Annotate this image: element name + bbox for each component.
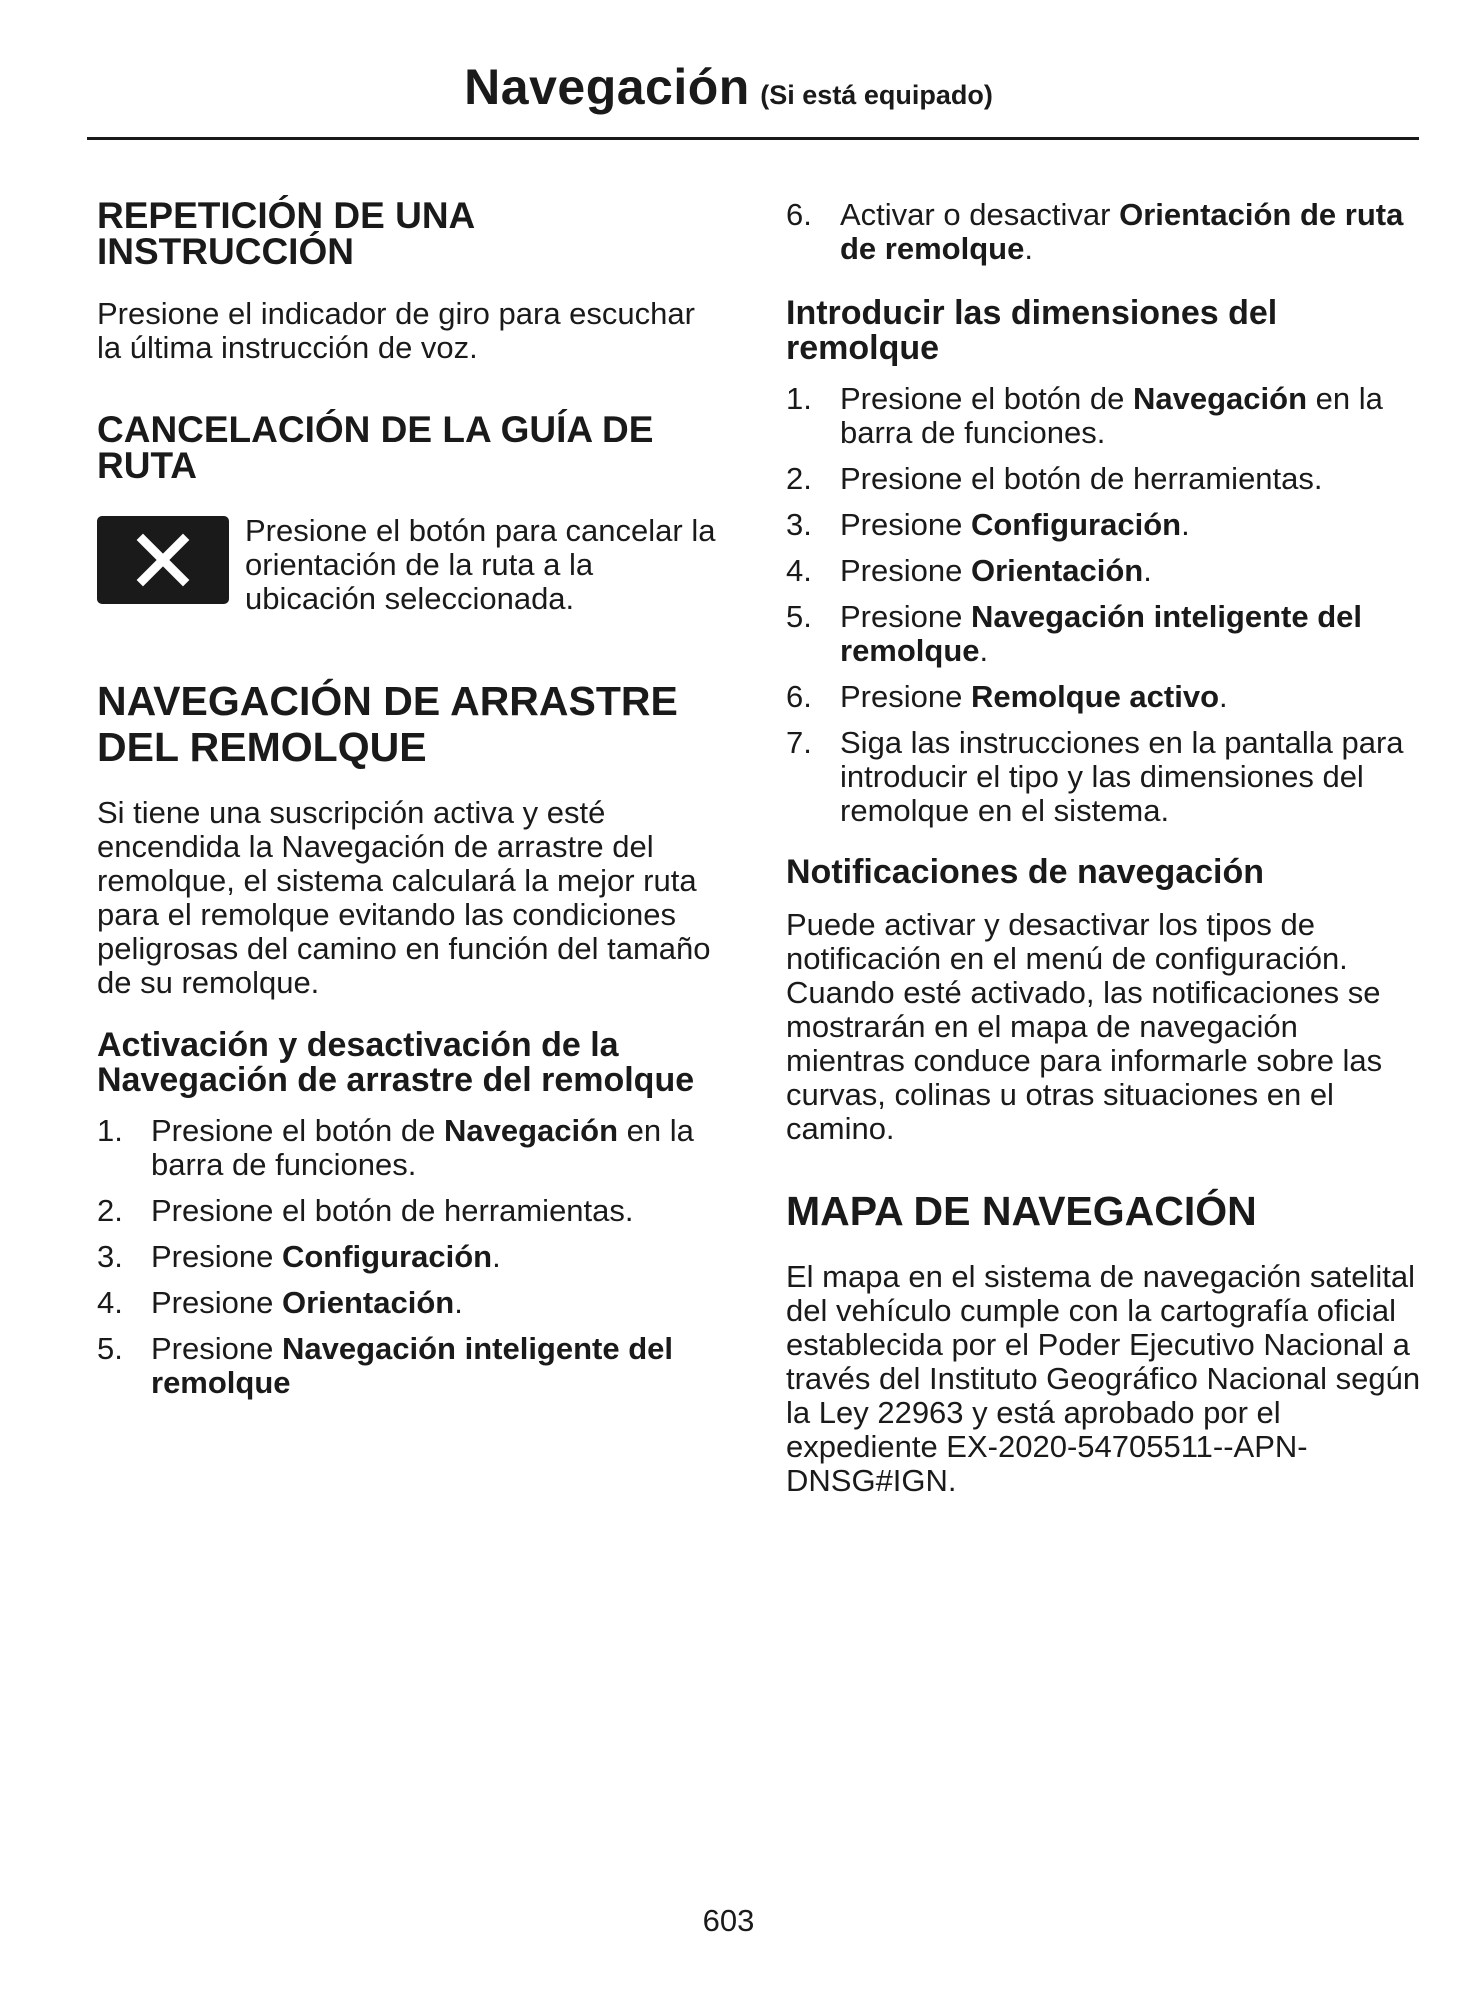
navigation-map-heading: MAPA DE NAVEGACIÓN	[786, 1188, 1257, 1234]
step-number: 6.	[786, 197, 812, 232]
list-item	[786, 198, 1421, 266]
trailer-heading-line1: NAVEGACIÓN DE ARRASTRE	[97, 678, 678, 724]
step-bold-text: Configuración	[281, 1239, 493, 1274]
step-number: 1.	[97, 1113, 123, 1148]
step-bold-text: Navegación inteligente del remolque	[840, 599, 1363, 668]
step-number: 5.	[97, 1331, 123, 1366]
cancel-heading-line2: RUTA	[97, 445, 198, 486]
page-number: 603	[702, 1903, 755, 1938]
right-column	[786, 198, 1421, 1498]
step-bold-text: Navegación	[1133, 381, 1308, 416]
step-bold-text: Orientación	[281, 1285, 455, 1320]
dimensions-steps	[786, 382, 1421, 828]
step-number: 5.	[786, 599, 812, 634]
cancel-heading-line1: CANCELACIÓN DE LA GUÍA DE	[97, 409, 654, 450]
navigation-map-text: El mapa en el sistema de navegación satelital del vehículo cumple con la cartografía oficial establecida por el Poder Ejecutivo Nacional a través del Instituto Geográfico Nacional según la Ley 22963 y está aprobado por el expediente EX-2020-54705511--APN-DNSG#IGN.	[786, 1259, 1421, 1498]
page-subtitle: (Si está equipado)	[760, 80, 993, 110]
step-suffix: en la barra de funciones.	[840, 381, 1383, 450]
activation-steps-continued	[786, 198, 1421, 266]
step-text: Presione el botón de	[840, 381, 1133, 416]
step-text: Presione	[840, 507, 971, 542]
step-number: 3.	[97, 1239, 123, 1274]
step-suffix: .	[1024, 231, 1033, 266]
step-bold-text: Orientación de ruta de remolque	[840, 197, 1404, 266]
step-text: Activar o desactivar	[840, 197, 1120, 232]
page-title: Navegación	[464, 59, 750, 115]
step-suffix: .	[492, 1239, 501, 1274]
trailer-navigation-text: Si tiene una suscripción activa y esté encendida la Navegación de arrastre del remolque, el sistema calculará la mejor ruta para el remolque evitando las condiciones peligrosas del camino en función del tamaño de su remolque.	[97, 795, 711, 1000]
list-item	[786, 462, 1421, 496]
step-number: 4.	[786, 553, 812, 588]
list-item	[97, 1114, 727, 1182]
repeat-heading-line2: INSTRUCCIÓN	[97, 231, 354, 272]
step-text: Presione el botón de	[151, 1113, 444, 1148]
cancel-route-text: Presione el botón para cancelar la orientación de la ruta a la ubicación seleccionada.	[245, 513, 716, 616]
step-text: Presione	[151, 1331, 282, 1366]
notifications-heading: Notificaciones de navegación	[786, 853, 1265, 891]
step-number: 6.	[786, 679, 812, 714]
step-bold-text: Configuración	[970, 507, 1182, 542]
step-number: 3.	[786, 507, 812, 542]
repeat-heading-line1: REPETICIÓN DE UNA	[97, 195, 476, 236]
repeat-instruction-text: Presione el indicador de giro para escuchar la última instrucción de voz.	[97, 296, 695, 365]
list-item	[786, 680, 1421, 714]
step-number: 2.	[97, 1193, 123, 1228]
header-divider	[87, 137, 1419, 140]
list-item	[97, 1332, 727, 1400]
step-bold-text: Remolque activo	[970, 679, 1220, 714]
step-bold-text: Orientación	[970, 553, 1144, 588]
list-item	[786, 382, 1421, 450]
repeat-instruction-heading	[97, 195, 727, 272]
step-text: Presione el botón de herramientas.	[151, 1193, 634, 1228]
step-text: Presione	[151, 1285, 282, 1320]
list-item	[97, 1240, 727, 1274]
notifications-text: Puede activar y desactivar los tipos de notificación en el menú de configuración. Cuando esté activado, las notificaciones se mostrarán en el mapa de navegación mientras conduce para informarle sobre las curvas, colinas u otras situaciones en el camino.	[786, 907, 1383, 1146]
trailer-heading-line2: DEL REMOLQUE	[97, 724, 427, 770]
step-text: Presione el botón de herramientas.	[840, 461, 1323, 496]
step-text: Presione	[840, 553, 971, 588]
step-suffix: .	[454, 1285, 463, 1320]
step-text: Presione	[151, 1239, 282, 1274]
step-bold-text: Navegación inteligente del remolque	[151, 1331, 674, 1400]
step-number: 2.	[786, 461, 812, 496]
list-item	[786, 726, 1421, 828]
step-suffix: .	[1181, 507, 1190, 542]
close-icon	[97, 516, 229, 604]
list-item	[97, 1194, 727, 1228]
left-column	[97, 195, 727, 1412]
step-suffix: .	[1219, 679, 1228, 714]
list-item	[97, 1286, 727, 1320]
step-suffix: .	[979, 633, 989, 668]
step-number: 4.	[97, 1285, 123, 1320]
step-bold-text: Navegación	[444, 1113, 619, 1148]
list-item	[786, 554, 1421, 588]
step-suffix: .	[1143, 553, 1152, 588]
cancel-route-row	[97, 514, 727, 616]
step-text: Presione	[840, 679, 971, 714]
step-text: Presione	[840, 599, 971, 634]
page-header	[0, 58, 1457, 116]
list-item	[786, 600, 1421, 668]
cancel-route-heading	[97, 409, 727, 486]
trailer-navigation-heading	[97, 678, 727, 770]
step-text: Siga las instrucciones en la pantalla para introducir el tipo y las dimensiones del remolque en el sistema.	[840, 725, 1404, 828]
list-item	[786, 508, 1421, 542]
activation-heading: Activación y desactivación de la Navegación de arrastre del remolque	[97, 1026, 695, 1099]
step-number: 1.	[786, 381, 812, 416]
activation-steps	[97, 1114, 727, 1400]
dimensions-heading: Introducir las dimensiones del remolque	[786, 294, 1278, 367]
step-suffix: en la barra de funciones.	[151, 1113, 694, 1182]
step-number: 7.	[786, 725, 812, 760]
